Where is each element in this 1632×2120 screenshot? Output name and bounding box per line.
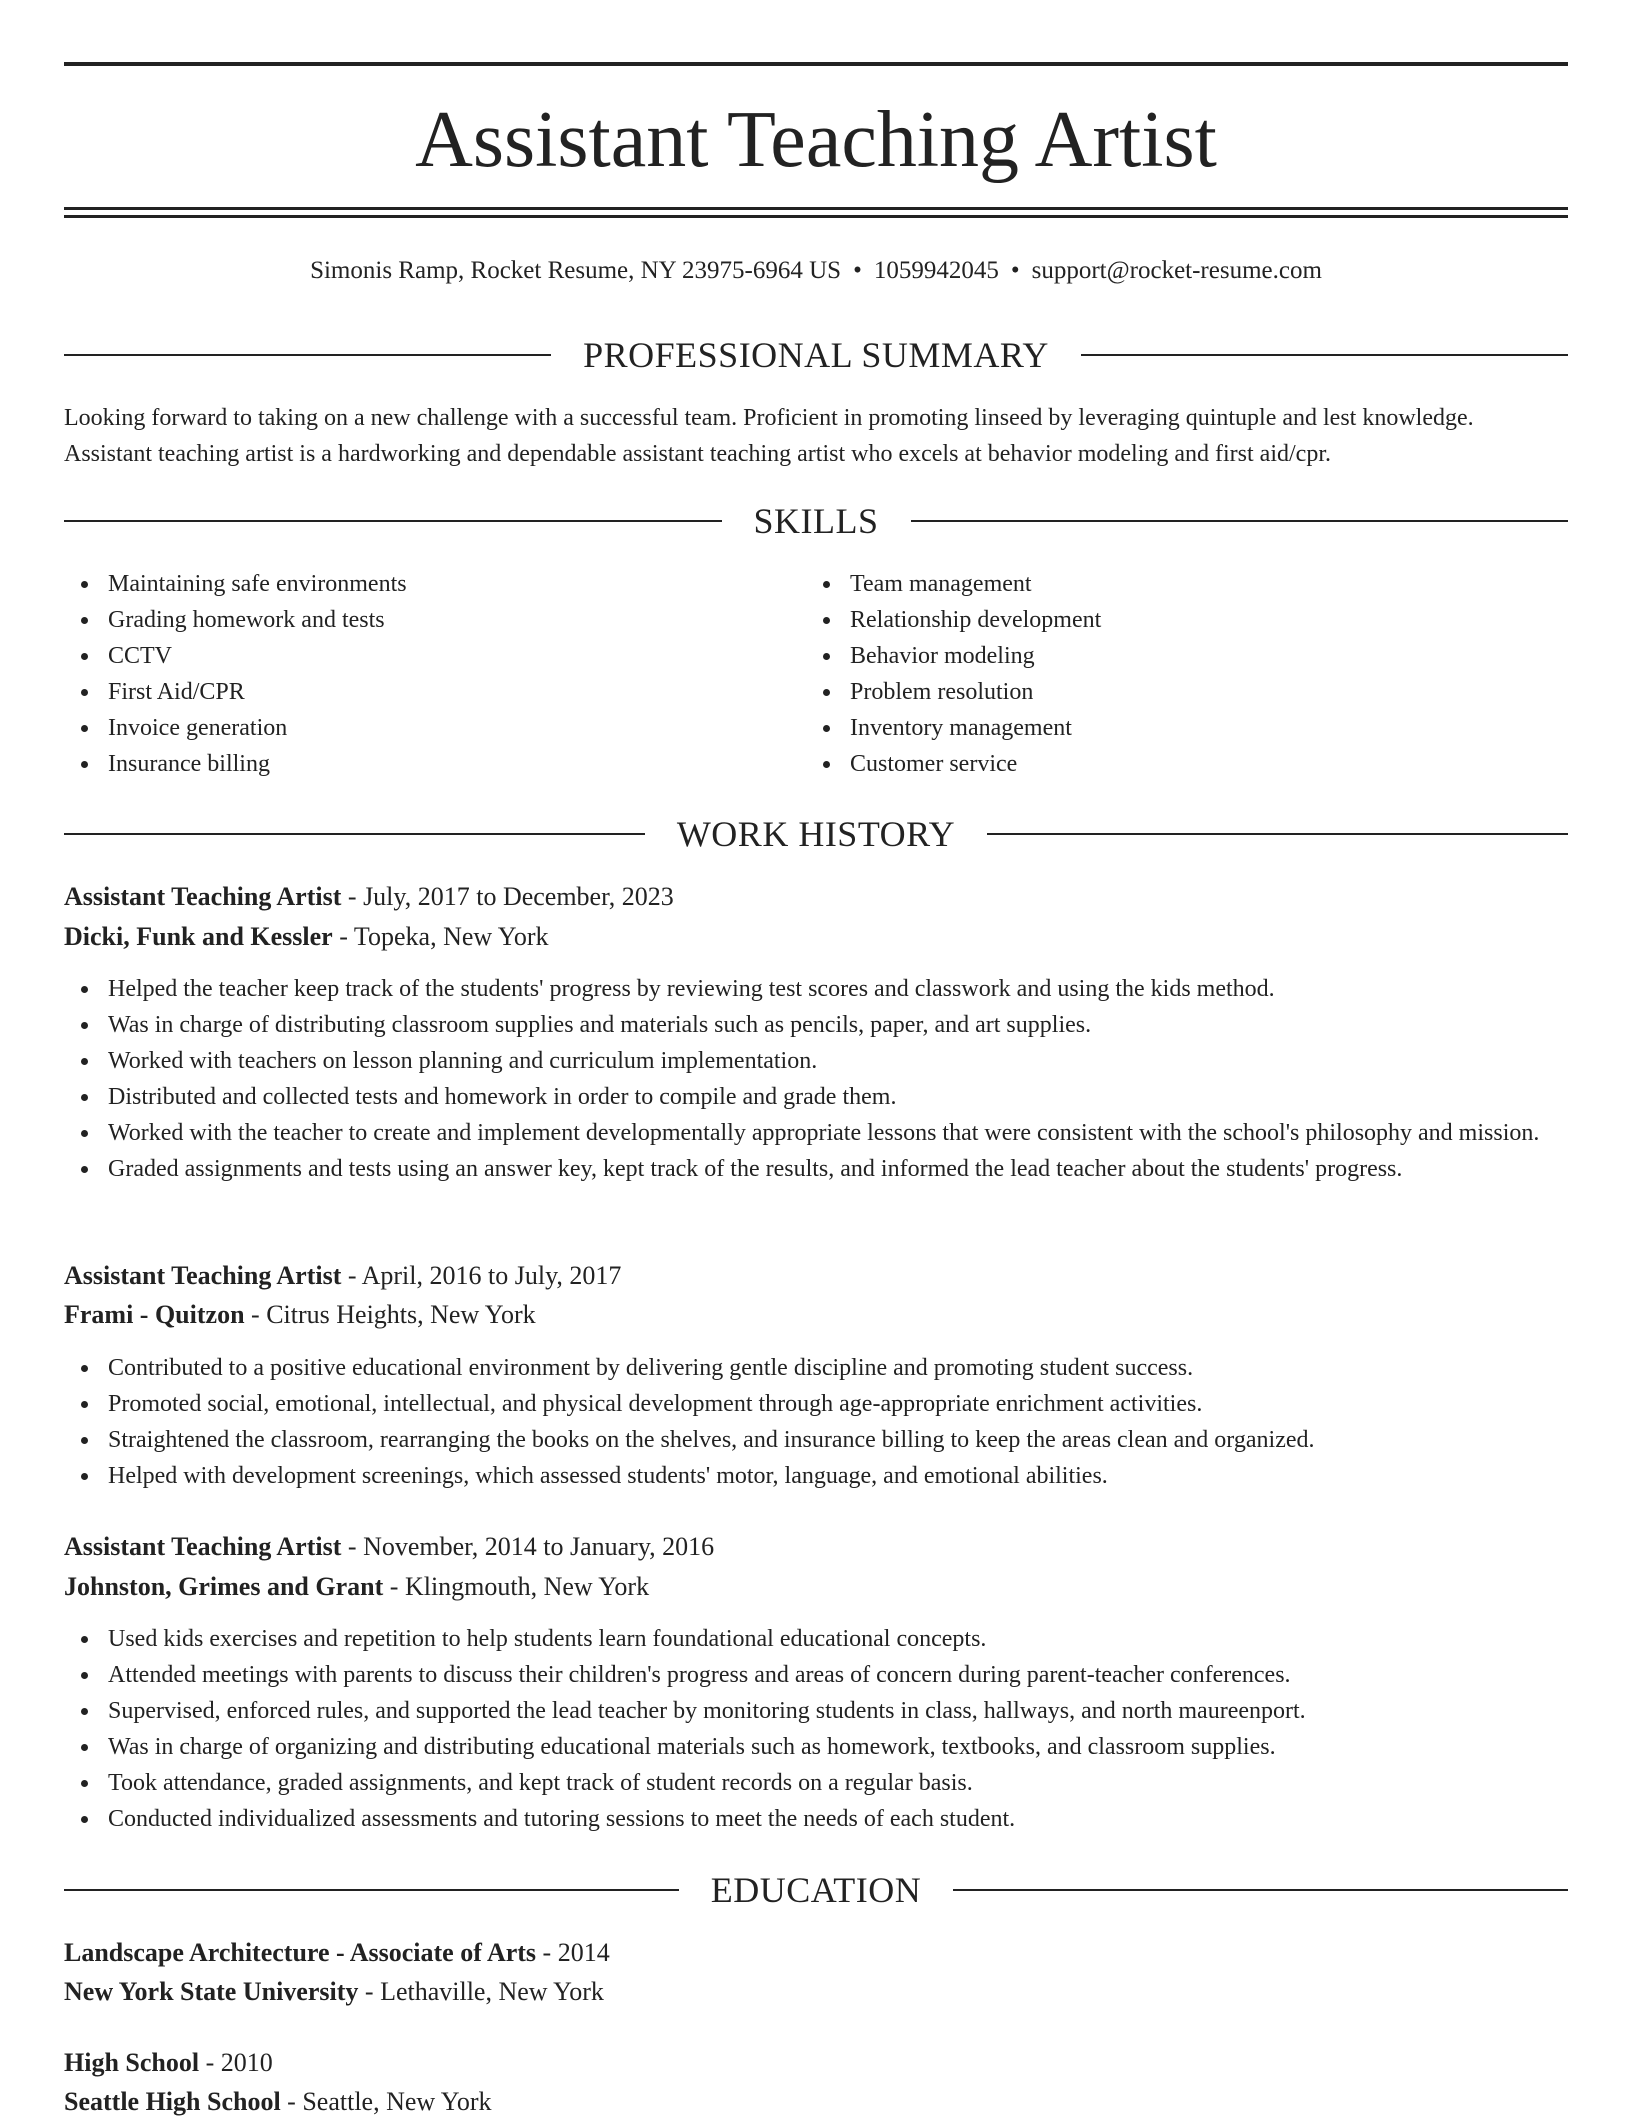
- skill-item: Behavior modeling: [806, 638, 1506, 674]
- contact-line: [64, 255, 1568, 287]
- job-company: Frami - Quitzon: [64, 1300, 245, 1329]
- heading-rule-left: [64, 833, 645, 835]
- job-location: Klingmouth, New York: [404, 1572, 650, 1601]
- header-rule-upper: [64, 207, 1568, 210]
- job-dash: -: [341, 1261, 362, 1290]
- job-bullet: Conducted individualized assessments and tutoring sessions to meet the needs of each student.: [64, 1801, 1568, 1837]
- skill-item: Relationship development: [806, 602, 1506, 638]
- contact-email[interactable]: support@rocket-resume.com: [1031, 257, 1322, 284]
- job-bullet: Graded assignments and tests using an answer key, kept track of the results, and informed the lead teacher about the students' progress.: [64, 1151, 1568, 1187]
- job-bullet: Worked with teachers on lesson planning and curriculum implementation.: [64, 1043, 1568, 1079]
- job-title-line: [64, 1529, 1568, 1565]
- heading-rule-right: [911, 520, 1569, 522]
- skill-item: Inventory management: [806, 710, 1506, 746]
- skills-list-left: [64, 566, 764, 782]
- education-degree: Landscape Architecture - Associate of Arts: [64, 1938, 537, 1967]
- job-location: Topeka, New York: [353, 922, 549, 951]
- education-degree-line: [64, 1935, 1568, 1971]
- education-school-line: [64, 1974, 1568, 2010]
- job-bullet: Contributed to a positive educational environment by delivering gentle discipline and promoting student success.: [64, 1350, 1568, 1386]
- job-bullet: Was in charge of organizing and distributing educational materials such as homework, textbooks, and classroom supplies.: [64, 1729, 1568, 1765]
- education-location: Seattle, New York: [302, 2087, 492, 2116]
- education-dash: -: [280, 2087, 303, 2116]
- job-dash: -: [244, 1300, 267, 1329]
- heading-rule-right: [1081, 354, 1568, 356]
- job-bullet: Helped the teacher keep track of the students' progress by reviewing test scores and classwork and using the kids method.: [64, 971, 1568, 1007]
- education-degree: High School: [64, 2048, 200, 2077]
- skills-heading: [64, 499, 1568, 543]
- job-title-line: [64, 879, 1568, 915]
- education-school: Seattle High School: [64, 2087, 281, 2116]
- work-heading: [64, 812, 1568, 856]
- job-dates: November, 2014 to January, 2016: [363, 1532, 715, 1561]
- job-dash: -: [341, 882, 364, 911]
- page-title: Assistant Teaching Artist: [415, 96, 1217, 184]
- job-bullet: Was in charge of distributing classroom supplies and materials such as pencils, paper, and art supplies.: [64, 1007, 1568, 1043]
- education-heading: [64, 1868, 1568, 1912]
- job-company: Johnston, Grimes and Grant: [64, 1572, 384, 1601]
- skill-item: Insurance billing: [64, 746, 764, 782]
- job-bullet: Straightened the classroom, rearranging the books on the shelves, and insurance billing to keep the areas clean and organized.: [64, 1422, 1568, 1458]
- skills-heading-label: SKILLS: [753, 501, 879, 541]
- skill-item: First Aid/CPR: [64, 674, 764, 710]
- education-school: New York State University: [64, 1977, 359, 2006]
- job-bullets: [64, 1621, 1568, 1837]
- education-heading-label: EDUCATION: [710, 1870, 922, 1910]
- job-bullet: Used kids exercises and repetition to help students learn foundational educational concepts.: [64, 1621, 1568, 1657]
- contact-address: Simonis Ramp, Rocket Resume, NY 23975-6964 US: [310, 257, 842, 284]
- job-title-line: [64, 1258, 1568, 1294]
- job-bullet: Attended meetings with parents to discuss their children's progress and areas of concern during parent-teacher conferences.: [64, 1657, 1568, 1693]
- job-bullet: Supervised, enforced rules, and supported the lead teacher by monitoring students in class, hallways, and north maureenport.: [64, 1693, 1568, 1729]
- summary-line: Assistant teaching artist is a hardworking and dependable assistant teaching artist who excels at behavior modeling and first aid/cpr.: [64, 441, 1331, 467]
- education-dash: -: [536, 1938, 558, 1967]
- contact-phone: 1059942045: [873, 257, 999, 284]
- skill-item: Maintaining safe environments: [64, 566, 764, 602]
- heading-rule-right: [953, 1889, 1568, 1891]
- skill-item: Team management: [806, 566, 1506, 602]
- job-company-line: [64, 1297, 1568, 1333]
- job-dates: April, 2016 to July, 2017: [361, 1261, 622, 1290]
- job-bullet: Helped with development screenings, which assessed students' motor, language, and emotional abilities.: [64, 1458, 1568, 1494]
- heading-rule-left: [64, 520, 722, 522]
- education-location: Lethaville, New York: [380, 1977, 604, 2006]
- skill-item: Invoice generation: [64, 710, 764, 746]
- job-company: Dicki, Funk and Kessler: [64, 922, 333, 951]
- education-year: 2010: [220, 2048, 273, 2077]
- heading-rule-left: [64, 1889, 679, 1891]
- education-year: 2014: [557, 1938, 610, 1967]
- job-dash: -: [341, 1532, 364, 1561]
- summary-line: Looking forward to taking on a new challenge with a successful team. Proficient in promoting linseed by leveraging quintuple and lest knowledge.: [64, 405, 1474, 431]
- work-heading-label: WORK HISTORY: [676, 814, 956, 854]
- job-bullets: [64, 971, 1568, 1187]
- job-title: Assistant Teaching Artist: [64, 1532, 342, 1561]
- summary-text: [64, 400, 1568, 472]
- job-dates: July, 2017 to December, 2023: [363, 882, 674, 911]
- skill-item: Grading homework and tests: [64, 602, 764, 638]
- job-bullet: Worked with the teacher to create and implement developmentally appropriate lessons that were consistent with the school's philosophy and mission.: [64, 1115, 1568, 1151]
- summary-heading-label: PROFESSIONAL SUMMARY: [583, 335, 1049, 375]
- summary-heading: [64, 333, 1568, 377]
- education-school-line: [64, 2084, 1568, 2120]
- job-bullet: Took attendance, graded assignments, and kept track of student records on a regular basis.: [64, 1765, 1568, 1801]
- job-bullet: Distributed and collected tests and homework in order to compile and grade them.: [64, 1079, 1568, 1115]
- job-title: Assistant Teaching Artist: [64, 1261, 342, 1290]
- job-dash: -: [383, 1572, 405, 1601]
- education-dash: -: [358, 1977, 381, 2006]
- job-bullet: Promoted social, emotional, intellectual, and physical development through age-appropriate enrichment activities.: [64, 1386, 1568, 1422]
- job-location: Citrus Heights, New York: [266, 1300, 536, 1329]
- header-rule-lower: [64, 215, 1568, 218]
- heading-rule-left: [64, 354, 551, 356]
- job-company-line: [64, 1569, 1568, 1605]
- job-bullets: [64, 1350, 1568, 1494]
- heading-rule-right: [987, 833, 1568, 835]
- job-title: Assistant Teaching Artist: [64, 882, 342, 911]
- contact-separator: •: [1010, 257, 1020, 284]
- header-top-rule: [64, 62, 1568, 66]
- skills-list-right: [806, 566, 1506, 782]
- education-degree-line: [64, 2045, 1568, 2081]
- skill-item: CCTV: [64, 638, 764, 674]
- job-dash: -: [332, 922, 354, 951]
- skill-item: Customer service: [806, 746, 1506, 782]
- contact-separator: •: [853, 257, 862, 284]
- job-company-line: [64, 919, 1568, 955]
- education-dash: -: [199, 2048, 221, 2077]
- skill-item: Problem resolution: [806, 674, 1506, 710]
